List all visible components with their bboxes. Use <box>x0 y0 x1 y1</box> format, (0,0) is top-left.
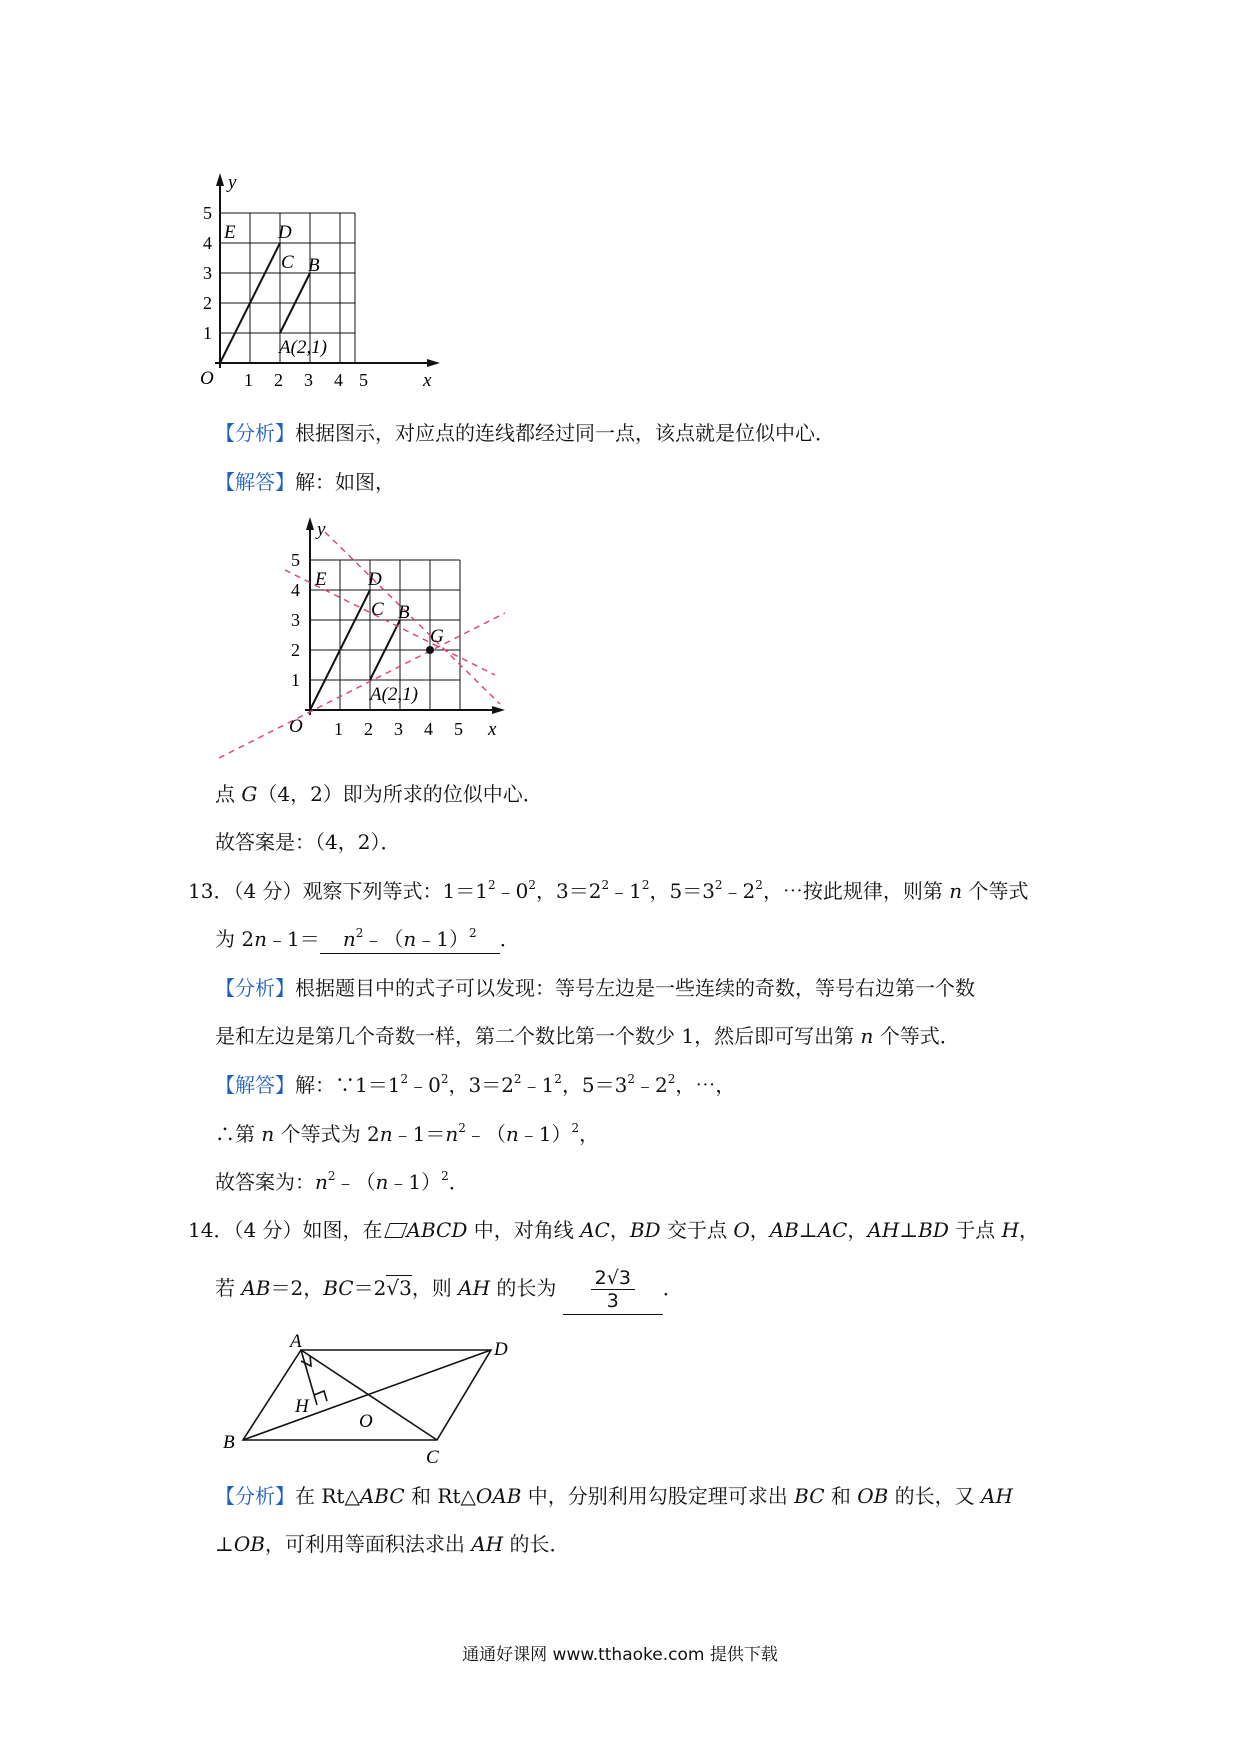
x-tick: 1 <box>244 370 253 390</box>
x-tick: 5 <box>454 719 463 739</box>
x-tick: 5 <box>359 370 368 390</box>
analysis-text: 根据图示，对应点的连线都经过同一点，该点就是位似中心． <box>295 421 835 445</box>
y-tick: 3 <box>203 263 212 283</box>
point-d-label: D <box>278 222 292 243</box>
analysis-tag: 【分析】 <box>215 976 295 1000</box>
answer-blank: $n^2﹣(n﹣1)^2$ <box>320 925 500 954</box>
x-tick: 1 <box>334 719 343 739</box>
answer-text: 故答案是：（4，2）． <box>215 830 401 854</box>
point-a-label: A(2,1) <box>279 337 328 358</box>
analysis-tag: 【分析】 <box>215 1484 295 1508</box>
x-tick: 3 <box>304 370 313 390</box>
x-tick: 2 <box>364 719 373 739</box>
solution-text: 解：如图， <box>295 470 395 494</box>
coordinate-figure-2 <box>215 510 515 768</box>
x-axis-label: x <box>488 719 497 740</box>
y-tick: 3 <box>291 610 300 630</box>
point-b-label: B <box>308 255 320 276</box>
y-tick: 5 <box>291 550 300 570</box>
point-d-label: D <box>368 569 382 590</box>
y-tick: 2 <box>291 640 300 660</box>
q14-analysis-line2: ⊥OB，可利用等面积法求出 AH 的长． <box>215 1532 570 1556</box>
y-tick: 5 <box>203 203 212 223</box>
q12-answer <box>215 828 400 856</box>
q12-conclusion <box>215 780 543 808</box>
q13-solution: 【解答】解：$\because 1=1^2﹣0^2$，$3=2^2﹣1^2$，$5=3^2﹣2^2$，⋯， <box>215 1072 736 1097</box>
equation-text: 为 2 <box>215 927 255 951</box>
point-g-dot <box>426 646 434 654</box>
y-tick: 2 <box>203 293 212 313</box>
analysis-text: 是和左边是第几个奇数一样，第二个数比第一个数少 1，然后即可写出第 <box>215 1024 855 1048</box>
x-axis-label: x <box>423 370 432 391</box>
parallelogram-figure <box>215 1330 535 1470</box>
q13-analysis-line2: 是和左边是第几个奇数一样，第二个数比第一个数少 1，然后即可写出第 n 个等式． <box>215 1024 960 1048</box>
q14-stem: 14．（4 分）如图，在 ABCD 中，对角线 AC，BD 交于点 O，AB⊥AC，AH⊥BD 于点 H， <box>188 1218 1040 1242</box>
point-g-label: G <box>430 626 444 647</box>
answer-fraction <box>591 1267 635 1312</box>
y-tick: 4 <box>203 233 212 253</box>
q13-solution-line2: ∴第 n 个等式为 $2n﹣1=n^2﹣(n﹣1)^2$， <box>215 1121 600 1146</box>
y-tick: 1 <box>291 670 300 690</box>
y-axis-label: y <box>228 172 237 193</box>
conclusion-text: 点 <box>215 782 242 806</box>
origin-label: O <box>200 368 214 389</box>
q12-solution <box>215 468 395 496</box>
y-tick-labels <box>203 203 212 343</box>
q12-analysis <box>215 419 835 447</box>
q14-stem-line2: 若 AB＝2，BC＝2√3，则 AH 的长为 $\frac{2√3}{3}$ ． <box>215 1263 683 1313</box>
analysis-text: 个等式． <box>879 1024 960 1048</box>
origin-label: O <box>289 716 303 737</box>
answer-text: 故答案为： <box>215 1170 315 1194</box>
solution-tag: 【解答】 <box>215 470 295 494</box>
question-number: 13．（4 分）观察下列等式： <box>188 879 443 903</box>
answer-blank <box>563 1267 663 1315</box>
equation-text: 1＝1 <box>442 879 488 903</box>
parallelogram-symbol <box>384 1223 407 1238</box>
q13-stem-line2: 为 2n﹣1＝ $n^2﹣(n﹣1)^2$ ． <box>215 925 520 954</box>
conclusion-text: （4，2）即为所求的位似中心． <box>257 782 543 806</box>
vertex-c-label: C <box>426 1447 439 1468</box>
point-e-label: E <box>315 569 327 590</box>
point-o-label: O <box>359 1411 373 1432</box>
x-tick: 2 <box>274 370 283 390</box>
page-footer <box>0 1640 1240 1665</box>
x-tick-labels <box>244 370 368 390</box>
point-c-label: C <box>371 599 384 620</box>
vertex-a-label: A <box>290 1331 302 1352</box>
vertex-b-label: B <box>223 1432 235 1453</box>
q14-analysis: 【分析】在 Rt△ABC 和 Rt△OAB 中，分别利用勾股定理可求出 BC 和 OB 的长，又 AH <box>215 1484 1013 1508</box>
x-tick: 4 <box>334 370 343 390</box>
point-h-label: H <box>295 1396 309 1417</box>
analysis-text: 根据题目中的式子可以发现：等号左边是一些连续的奇数，等号右边第一个数 <box>295 976 975 1000</box>
x-tick: 4 <box>424 719 433 739</box>
footer-text: 通通好课网 www.tthaoke.com 提供下载 <box>462 1645 778 1665</box>
q13-stem: 13．（4 分）观察下列等式：$1=1^2﹣0^2$，$3=2^2﹣1^2$，$5=3^2﹣2^2$，⋯按此规律，则第 n 个等式 <box>188 878 1029 903</box>
point-variable: G <box>241 782 258 806</box>
fraction-denominator: 3 <box>606 1290 619 1312</box>
point-b-label: B <box>398 602 410 623</box>
coordinate-figure-1 <box>195 168 455 408</box>
vertex-d-label: D <box>494 1339 508 1360</box>
point-c-label: C <box>281 252 294 273</box>
y-tick: 1 <box>203 323 212 343</box>
q13-analysis <box>215 974 975 1002</box>
point-e-label: E <box>224 222 236 243</box>
q13-answer: 故答案为：$n^2﹣(n﹣1)^2$． <box>215 1169 469 1194</box>
analysis-tag: 【分析】 <box>215 421 295 445</box>
solution-tag: 【解答】 <box>215 1073 295 1097</box>
y-tick: 4 <box>291 580 300 600</box>
y-axis-label: y <box>317 519 326 540</box>
x-tick: 3 <box>394 719 403 739</box>
fraction-numerator: 2√3 <box>591 1267 635 1290</box>
point-a-label: A(2,1) <box>370 684 419 705</box>
question-number: 14．（4 分）如图，在 <box>188 1218 383 1242</box>
